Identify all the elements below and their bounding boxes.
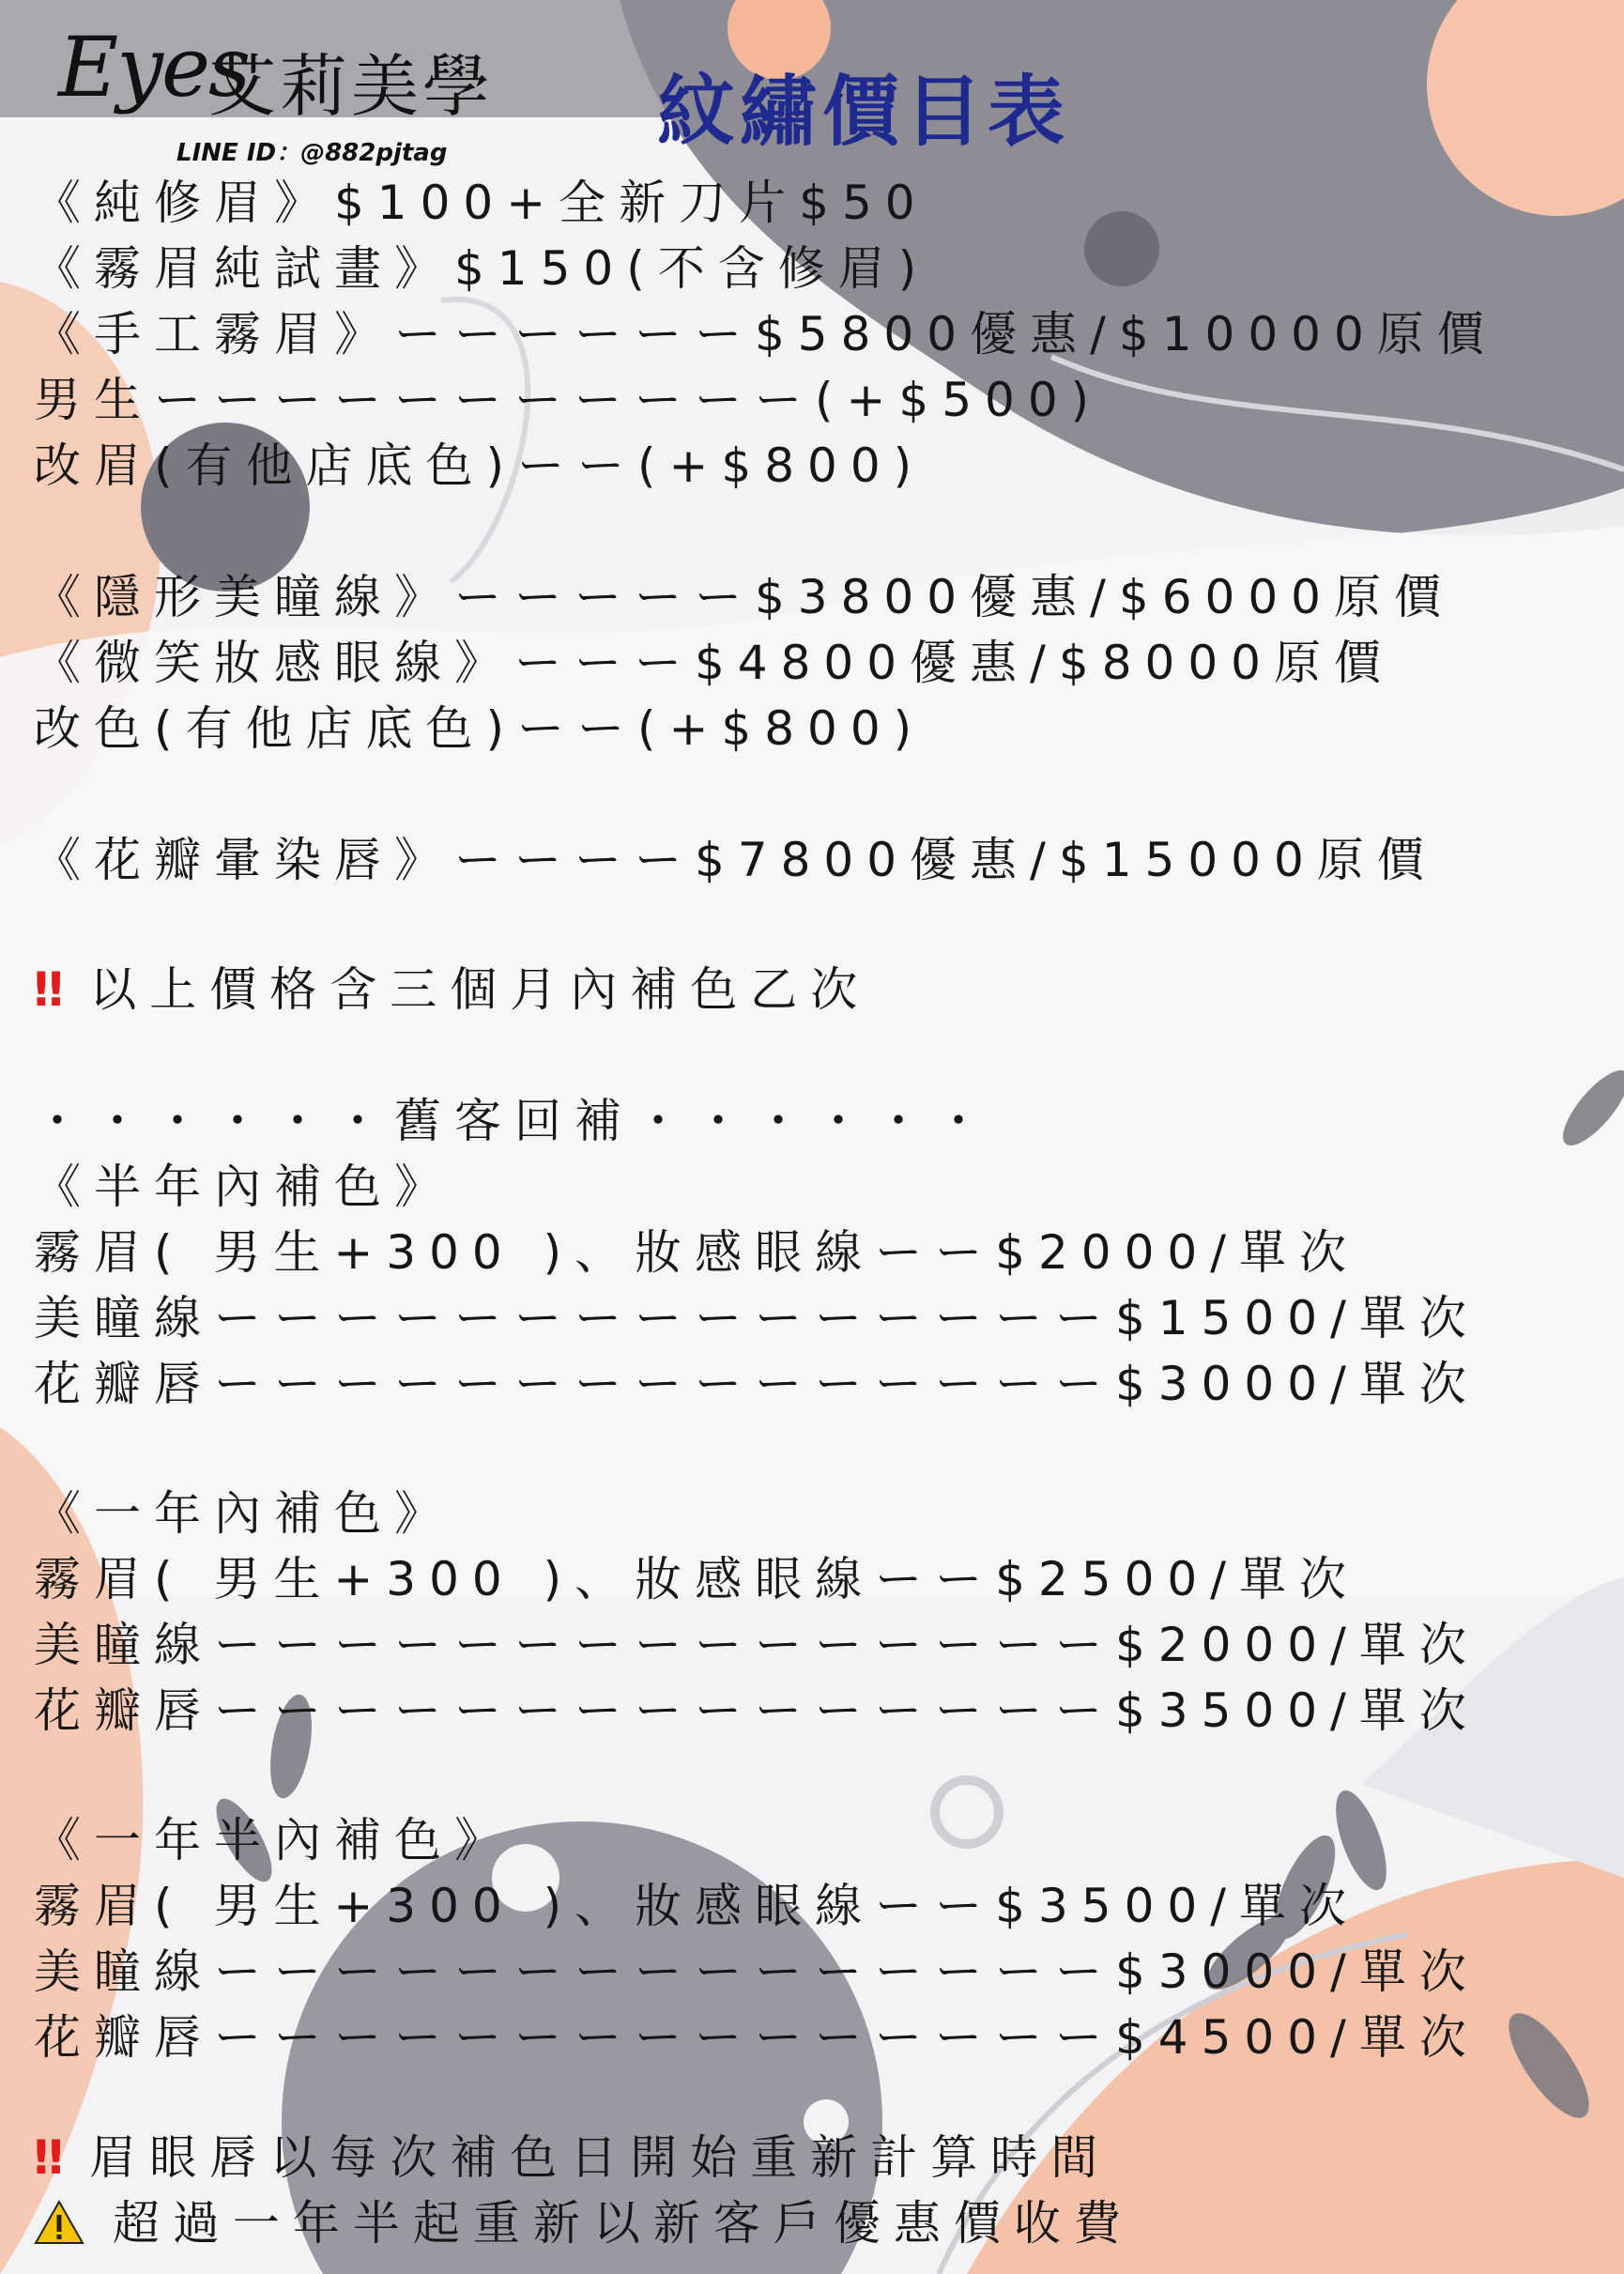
price-line-male-surcharge: 男生ーーーーーーーーーーー(+$500) [34, 373, 1103, 427]
price-line-one-year-lips: 花瓣唇ーーーーーーーーーーーーーーー$3500/單次 [34, 1683, 1479, 1738]
price-line-brow-correction: 改眉(有他店底色)ーー(+$800) [34, 438, 926, 493]
price-line-petal-lips: 《花瓣暈染唇》ーーーー$7800優惠/$15000原價 [34, 833, 1437, 887]
section-header-returning-clients: ・・・・・・舊客回補・・・・・・ [34, 1094, 995, 1148]
note-text: 超過一年半起重新以新客戶優惠價收費 [112, 2196, 1134, 2251]
price-line-18m-lips: 花瓣唇ーーーーーーーーーーーーーーー$4500/單次 [34, 2010, 1479, 2065]
price-line-half-year-brow-eyeliner: 霧眉( 男生+300 )、妝感眼線ーー$2000/單次 [34, 1225, 1360, 1280]
price-line-18m-brow-eyeliner: 霧眉( 男生+300 )、妝感眼線ーー$3500/單次 [34, 1879, 1360, 1933]
price-line-mist-brow-trial: 《霧眉純試畫》$150(不含修眉) [34, 241, 930, 296]
price-line-color-correction: 改色(有他店底色)ーー(+$800) [34, 701, 926, 756]
note-line-recalculate [34, 2129, 1111, 2186]
logo-line-id: LINE ID：@882pjtag [176, 139, 448, 167]
section-title-half-year: 《半年內補色》 [34, 1160, 454, 1214]
logo-script-text: Eyes [58, 19, 250, 115]
brand-logo [58, 17, 499, 167]
note-text: 眉眼唇以每次補色日開始重新計算時間 [89, 2130, 1111, 2185]
price-line-half-year-lashline: 美瞳線ーーーーーーーーーーーーーーー$1500/單次 [34, 1291, 1479, 1345]
note-text: 以上價格含三個月內補色乙次 [89, 962, 871, 1017]
note-line-new-client-rate [34, 2195, 1134, 2251]
section-title-one-year: 《一年內補色》 [34, 1486, 454, 1541]
price-line-smile-eyeliner: 《微笑妝感眼線》ーーー$4800優惠/$8000原價 [34, 636, 1394, 690]
logo-chinese-text: 艾莉美學 [208, 47, 495, 126]
note-line-touchup-included [34, 961, 870, 1018]
double-exclamation-icon: ‼ [34, 2130, 62, 2185]
price-line-pure-brow-trim: 《純修眉》$100+全新刀片$50 [34, 176, 928, 230]
price-line-invisible-eyeliner: 《隱形美瞳線》ーーーーー$3800優惠/$6000原價 [34, 570, 1454, 624]
warning-icon [34, 2195, 84, 2251]
price-line-half-year-lips: 花瓣唇ーーーーーーーーーーーーーーー$3000/單次 [34, 1357, 1479, 1411]
double-exclamation-icon: ‼ [34, 962, 62, 1017]
price-line-one-year-lashline: 美瞳線ーーーーーーーーーーーーーーー$2000/單次 [34, 1618, 1479, 1672]
price-line-18m-lashline: 美瞳線ーーーーーーーーーーーーーーー$3000/單次 [34, 1944, 1479, 1999]
price-line-handmade-mist-brow: 《手工霧眉》ーーーーーー$5800優惠/$10000原價 [34, 307, 1497, 361]
section-title-one-and-half-year: 《一年半內補色》 [34, 1813, 514, 1867]
page-title: 紋繡價目表 [657, 68, 1071, 157]
price-line-one-year-brow-eyeliner: 霧眉( 男生+300 )、妝感眼線ーー$2500/單次 [34, 1552, 1360, 1606]
